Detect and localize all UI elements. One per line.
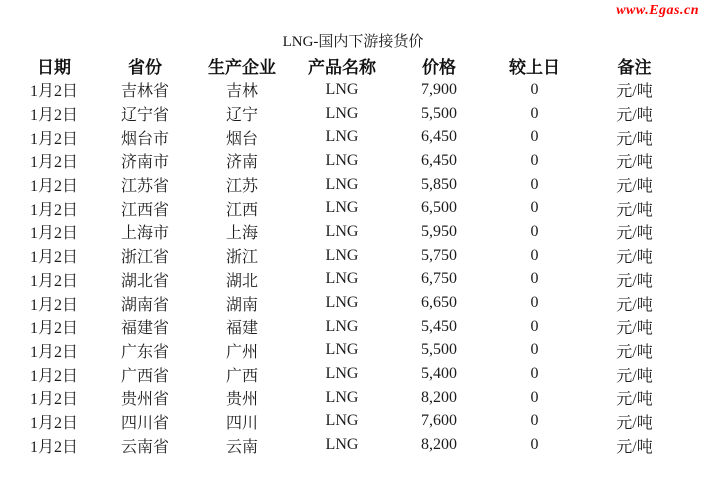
- cell-note: 元/吨: [616, 249, 653, 267]
- cell-producer: 浙江: [225, 249, 258, 267]
- cell-producer: 江西: [225, 201, 258, 219]
- cell-note: 元/吨: [616, 178, 653, 196]
- table-row: [10, 291, 686, 315]
- cell-product: LNG: [325, 128, 359, 146]
- cell-producer: 贵州: [225, 391, 258, 409]
- table-row: [10, 244, 686, 268]
- cell-change: 0: [530, 175, 539, 193]
- cell-product: LNG: [325, 199, 359, 217]
- header-price: 价格: [422, 58, 456, 77]
- cell-change: 0: [530, 246, 539, 264]
- cell-price: 7,900: [421, 80, 457, 98]
- cell-price: 5,500: [421, 341, 457, 359]
- cell-province: 浙江省: [120, 249, 169, 267]
- cell-date: 1月2日: [29, 320, 78, 338]
- cell-producer: 吉林: [225, 83, 258, 101]
- cell-date: 1月2日: [29, 438, 78, 456]
- egas-watermark-link[interactable]: www.Egas.cn: [616, 3, 699, 18]
- cell-change: 0: [530, 222, 539, 240]
- cell-province: 湖北省: [120, 272, 169, 290]
- cell-producer: 湖北: [225, 272, 258, 290]
- cell-producer: 辽宁: [225, 107, 258, 125]
- cell-price: 5,950: [421, 222, 457, 240]
- cell-change: 0: [530, 270, 539, 288]
- table-row: [10, 220, 686, 244]
- cell-product: LNG: [325, 104, 359, 122]
- cell-product: LNG: [325, 436, 359, 454]
- cell-date: 1月2日: [29, 178, 78, 196]
- cell-product: LNG: [325, 80, 359, 98]
- cell-province: 吉林省: [120, 83, 169, 101]
- table-row: [10, 102, 686, 126]
- cell-producer: 济南: [225, 154, 258, 172]
- cell-change: 0: [530, 80, 539, 98]
- header-producer: 生产企业: [208, 58, 276, 77]
- cell-change: 0: [530, 294, 539, 312]
- cell-note: 元/吨: [616, 272, 653, 290]
- cell-change: 0: [530, 412, 539, 430]
- cell-province: 江苏省: [120, 178, 169, 196]
- cell-change: 0: [530, 104, 539, 122]
- cell-date: 1月2日: [29, 367, 78, 385]
- cell-product: LNG: [325, 222, 359, 240]
- cell-note: 元/吨: [616, 320, 653, 338]
- cell-price: 5,400: [421, 365, 457, 383]
- cell-product: LNG: [325, 365, 359, 383]
- table-row: [10, 362, 686, 386]
- table-row: [10, 339, 686, 363]
- cell-change: 0: [530, 388, 539, 406]
- cell-product: LNG: [325, 412, 359, 430]
- cell-date: 1月2日: [29, 201, 78, 219]
- cell-date: 1月2日: [29, 391, 78, 409]
- cell-note: 元/吨: [616, 438, 653, 456]
- cell-change: 0: [530, 128, 539, 146]
- header-note: 备注: [617, 58, 652, 77]
- cell-province: 云南省: [120, 438, 169, 456]
- cell-producer: 烟台: [225, 130, 258, 148]
- cell-note: 元/吨: [616, 107, 653, 125]
- cell-province: 上海市: [120, 225, 169, 243]
- cell-note: 元/吨: [616, 414, 653, 432]
- table-row: [10, 315, 686, 339]
- cell-product: LNG: [325, 246, 359, 264]
- table-row: [10, 433, 686, 457]
- cell-price: 6,450: [421, 151, 457, 169]
- cell-note: 元/吨: [616, 367, 653, 385]
- cell-product: LNG: [325, 270, 359, 288]
- cell-price: 6,750: [421, 270, 457, 288]
- cell-note: 元/吨: [616, 296, 653, 314]
- cell-change: 0: [530, 199, 539, 217]
- table-header-row: [10, 53, 686, 78]
- cell-price: 6,650: [421, 294, 457, 312]
- cell-province: 济南市: [120, 154, 169, 172]
- cell-producer: 四川: [225, 414, 258, 432]
- cell-producer: 湖南: [225, 296, 258, 314]
- cell-note: 元/吨: [616, 201, 653, 219]
- cell-product: LNG: [325, 175, 359, 193]
- cell-price: 5,450: [421, 317, 457, 335]
- cell-note: 元/吨: [616, 391, 653, 409]
- cell-province: 贵州省: [120, 391, 169, 409]
- cell-price: 7,600: [421, 412, 457, 430]
- table-row: [10, 173, 686, 197]
- cell-province: 江西省: [120, 201, 169, 219]
- table-row: [10, 196, 686, 220]
- cell-change: 0: [530, 341, 539, 359]
- cell-province: 湖南省: [120, 296, 169, 314]
- cell-date: 1月2日: [29, 343, 78, 361]
- cell-date: 1月2日: [29, 249, 78, 267]
- cell-price: 5,750: [421, 246, 457, 264]
- cell-province: 四川省: [120, 414, 169, 432]
- cell-price: 5,500: [421, 104, 457, 122]
- cell-province: 烟台市: [120, 130, 169, 148]
- table-row: [10, 268, 686, 292]
- cell-date: 1月2日: [29, 414, 78, 432]
- header-product: 产品名称: [308, 58, 376, 77]
- cell-change: 0: [530, 151, 539, 169]
- cell-producer: 福建: [225, 320, 258, 338]
- cell-date: 1月2日: [29, 107, 78, 125]
- cell-province: 辽宁省: [120, 107, 169, 125]
- cell-date: 1月2日: [29, 130, 78, 148]
- cell-price: 8,200: [421, 388, 457, 406]
- cell-price: 6,500: [421, 199, 457, 217]
- header-province: 省份: [128, 58, 162, 77]
- cell-product: LNG: [325, 317, 359, 335]
- cell-note: 元/吨: [616, 154, 653, 172]
- cell-note: 元/吨: [616, 83, 653, 101]
- cell-note: 元/吨: [616, 130, 653, 148]
- cell-province: 广西省: [120, 367, 169, 385]
- page-title: LNG-国内下游接货价: [282, 34, 424, 50]
- cell-date: 1月2日: [29, 272, 78, 290]
- cell-producer: 广西: [225, 367, 258, 385]
- cell-change: 0: [530, 317, 539, 335]
- cell-date: 1月2日: [29, 225, 78, 243]
- table-row: [10, 386, 686, 410]
- cell-note: 元/吨: [616, 225, 653, 243]
- cell-product: LNG: [325, 151, 359, 169]
- cell-note: 元/吨: [616, 343, 653, 361]
- cell-date: 1月2日: [29, 154, 78, 172]
- cell-product: LNG: [325, 294, 359, 312]
- cell-province: 福建省: [120, 320, 169, 338]
- cell-price: 8,200: [421, 436, 457, 454]
- cell-province: 广东省: [120, 343, 169, 361]
- table-row: [10, 410, 686, 434]
- header-change: 较上日: [509, 58, 560, 77]
- lng-price-table: [10, 53, 686, 457]
- cell-date: 1月2日: [29, 83, 78, 101]
- table-row: [10, 125, 686, 149]
- cell-date: 1月2日: [29, 296, 78, 314]
- cell-price: 6,450: [421, 128, 457, 146]
- cell-product: LNG: [325, 341, 359, 359]
- table-row: [10, 78, 686, 102]
- cell-producer: 云南: [225, 438, 258, 456]
- cell-change: 0: [530, 436, 539, 454]
- cell-change: 0: [530, 365, 539, 383]
- cell-producer: 江苏: [225, 178, 258, 196]
- cell-producer: 上海: [225, 225, 258, 243]
- table-row: [10, 149, 686, 173]
- cell-price: 5,850: [421, 175, 457, 193]
- cell-product: LNG: [325, 388, 359, 406]
- table-body: [10, 78, 686, 457]
- cell-producer: 广州: [225, 343, 258, 361]
- header-date: 日期: [37, 58, 71, 77]
